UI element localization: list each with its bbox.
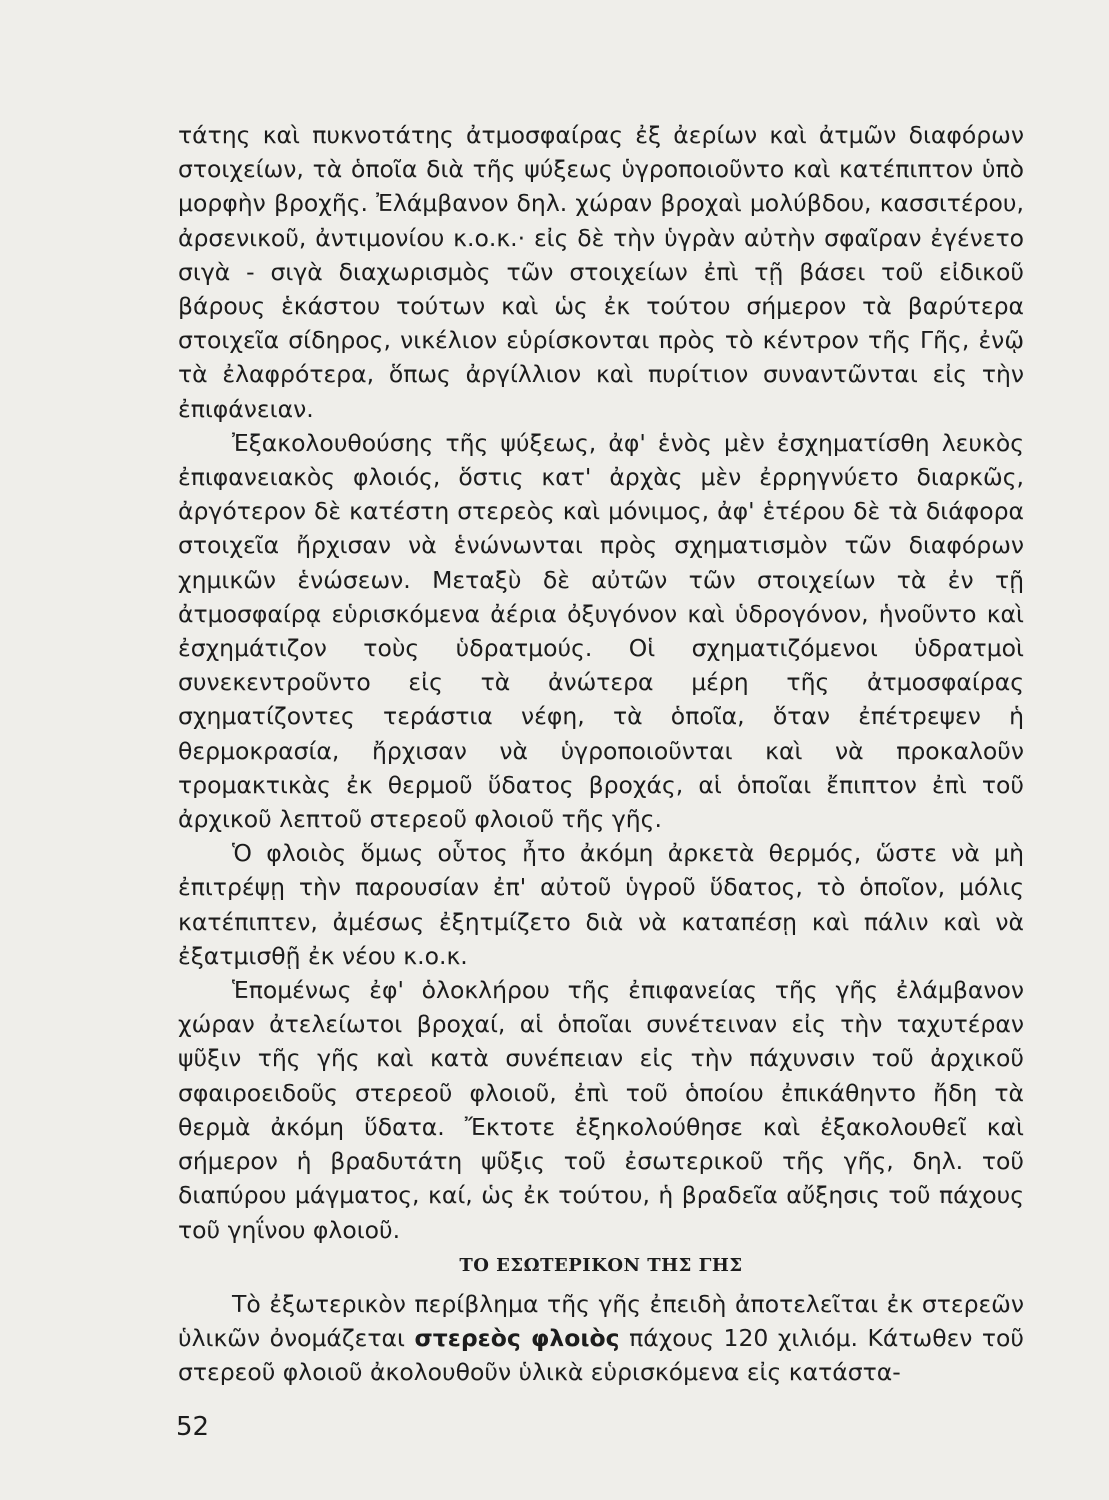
body-text	[178, 118, 1024, 1389]
paragraph-3: Ὁ φλοιὸς ὅμως οὗτος ἦτο ἀκόμη ἀρκετὰ θερμός, ὥστε νὰ μὴ ἐπιτρέψῃ τὴν παρουσίαν ἐπ' αὐτοῦ ὑγροῦ ὕδατος, τὸ ὁποῖον, μόλις κατέπιπτεν, ἀμέσως ἐξητμίζετο διὰ νὰ καταπέσῃ καὶ πάλιν καὶ νὰ ἐξατμισθῇ ἐκ νέου κ.ο.κ.	[178, 839, 1024, 970]
page-number: 52	[176, 1412, 210, 1442]
paragraph-2: Ἐξακολουθούσης τῆς ψύξεως, ἀφ' ἑνὸς μὲν ἐσχηματίσθη λευκὸς ἐπιφανειακὸς φλοιός, ὅστις κατ' ἀρχὰς μὲν ἐρρηγνύετο διαρκῶς, ἀργότερον δὲ κατέστη στερεὸς καὶ μόνιμος, ἀφ' ἑτέρου δὲ τὰ διάφορα στοιχεῖα ἤρχισαν νὰ ἑνώνωνται πρὸς σχηματισμὸν τῶν διαφόρων χημικῶν ἑνώσεων. Μεταξὺ δὲ αὐτῶν τῶν στοιχείων τὰ ἐν τῇ ἀτμοσφαίρᾳ εὑρισκόμενα ἀέρια ὀξυγόνον καὶ ὑδρογόνον, ἡνοῦντο καὶ ἐσχημάτιζον τοὺς ὑδρατμούς. Οἱ σχηματιζόμενοι ὑδρατμοὶ συνεκεντροῦντο εἰς τὰ ἀνώτερα μέρη τῆς ἀτμοσφαίρας σχηματίζοντες τεράστια νέφη, τὰ ὁποῖα, ὅταν ἐπέτρεψεν ἡ θερμοκρασία, ἤρχισαν νὰ ὑγροποιοῦνται καὶ νὰ προκαλοῦν τρομακτικὰς ἐκ θερμοῦ ὕδατος βροχάς, αἱ ὁποῖαι ἔπιπτον ἐπὶ τοῦ ἀρχικοῦ λεπτοῦ στερεοῦ φλοιοῦ τῆς γῆς.	[178, 428, 1024, 834]
paragraph-1: τάτης καὶ πυκνοτάτης ἀτμοσφαίρας ἐξ ἀερίων καὶ ἀτμῶν διαφόρων στοιχείων, τὰ ὁποῖα διὰ τῆς ψύξεως ὑγροποιοῦντο καὶ κατέπιπτον ὑπὸ μορφὴν βροχῆς. Ἐλάμβανον δηλ. χώραν βροχαὶ μολύβδου, κασσιτέρου, ἀρσενικοῦ, ἀντιμονίου κ.ο.κ.· εἰς δὲ τὴν ὑγρὰν αὐτὴν σφαῖραν ἐγένετο σιγὰ - σιγὰ διαχωρισμὸς τῶν στοιχείων ἐπὶ τῇ βάσει τοῦ εἰδικοῦ βάρους ἑκάστου τούτων καὶ ὡς ἐκ τούτου σήμερον τὰ βαρύτερα στοιχεῖα σίδηρος, νικέλιον εὑρίσκονται πρὸς τὸ κέντρον τῆς Γῆς, ἐνῷ τὰ ἐλαφρότερα, ὅπως ἀργίλλιον καὶ πυρίτιον συναντῶνται εἰς τὴν ἐπιφάνειαν.	[178, 121, 1024, 423]
paragraph-4: Ἑπομένως ἐφ' ὁλοκλήρου τῆς ἐπιφανείας τῆς γῆς ἐλάμβανον χώραν ἀτελείωτοι βροχαί, αἱ ὁποῖαι συνέτειναν εἰς τὴν ταχυτέραν ψῦξιν τῆς γῆς καὶ κατὰ συνέπειαν εἰς τὴν πάχυνσιν τοῦ ἀρχικοῦ σφαιροειδοῦς στερεοῦ φλοιοῦ, ἐπὶ τοῦ ὁποίου ἐπικάθηντο ἤδη τὰ θερμὰ ἀκόμη ὕδατα. Ἔκτοτε ἐξηκολούθησε καὶ ἐξακολουθεῖ καὶ σήμερον ἡ βραδυτάτη ψῦξις τοῦ ἐσωτερικοῦ τῆς γῆς, δηλ. τοῦ διαπύρου μάγματος, καί, ὡς ἐκ τούτου, ἡ βραδεῖα αὔξησις τοῦ πάχους τοῦ γηΐνου φλοιοῦ.	[178, 976, 1024, 1244]
paragraph-5-end: πάχους 120 χιλιόμ. Κάτωθεν τοῦ στερεοῦ φλοιοῦ ἀκολουθοῦν ὑλικὰ εὑρισκόμενα εἰς κατάστα-	[178, 1323, 1024, 1387]
paragraph-5	[178, 1287, 1024, 1390]
paragraph-5-start: Τὸ ἐξωτερικὸν περίβλημα τῆς γῆς ἐπειδὴ ἀποτελεῖται ἐκ στερεῶν ὑλικῶν ὀνομάζεται	[178, 1289, 1024, 1352]
section-heading: ΤΟ ΕΣΩΤΕΡΙΚΟΝ ΤΗΣ ΓΗΣ	[459, 1254, 743, 1276]
bold-term: στερεὸς φλοιὸς	[414, 1323, 620, 1352]
